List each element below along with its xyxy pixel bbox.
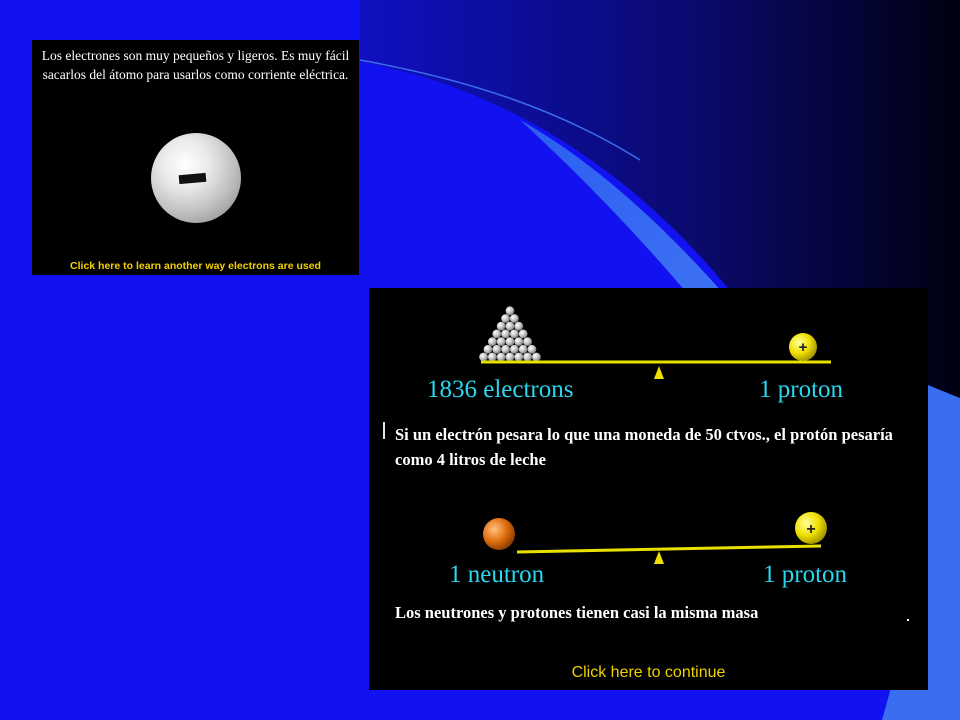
electron-sphere-icon (514, 337, 523, 346)
electron-ball-icon (151, 133, 241, 223)
electron-sphere-icon (510, 345, 519, 354)
electron-sphere-icon (497, 322, 506, 331)
minus-sign-icon (179, 173, 207, 184)
electron-comparison-text: Si un electrón pesara lo que una moneda de 50 ctvos., el protón pesaría como 4 litros de leche (395, 425, 893, 469)
electron-sphere-icon (501, 330, 510, 339)
scale-diagram (369, 288, 928, 690)
electron-sphere-icon (479, 353, 488, 362)
electron-sphere-icon (523, 337, 532, 346)
electron-sphere-icon (492, 330, 501, 339)
electron-sphere-icon (523, 353, 532, 362)
electron-sphere-icon (532, 353, 541, 362)
electron-sphere-icon (484, 345, 493, 354)
neutron-ball-icon (483, 518, 515, 550)
fulcrum-icon (654, 551, 664, 564)
text-cursor-mark (383, 422, 385, 439)
electron-sphere-icon (519, 345, 528, 354)
fulcrum-icon (654, 366, 664, 379)
learn-more-link[interactable]: Click here to learn another way electrons are used (70, 260, 321, 272)
electron-panel (32, 40, 359, 275)
electron-sphere-icon (506, 306, 515, 315)
electron-sphere-icon (514, 322, 523, 331)
proton-plus-sign: + (798, 339, 808, 356)
bottom-beam (517, 546, 821, 552)
electrons-label: 1836 electrons (427, 376, 574, 403)
electron-sphere-icon (506, 353, 515, 362)
electron-sphere-icon (497, 353, 506, 362)
electron-sphere-icon (501, 314, 510, 323)
mass-comparison-panel (369, 288, 928, 690)
electron-sphere-icon (528, 345, 537, 354)
stray-dot (907, 619, 909, 621)
proton-plus-sign: + (806, 521, 816, 538)
electron-sphere-icon (501, 345, 510, 354)
electron-description: Los electrones son muy pequeños y ligeros. Es muy fácil sacarlos del átomo para usarlos como corriente eléctrica. (41, 48, 350, 82)
electron-sphere-icon (497, 337, 506, 346)
proton-label-top: 1 proton (759, 376, 844, 403)
electron-sphere-icon (514, 353, 523, 362)
electron-sphere-icon (510, 330, 519, 339)
proton-label-bottom: 1 proton (763, 561, 848, 588)
neutron-comparison-text: Los neutrones y protones tienen casi la misma masa (395, 603, 759, 622)
continue-link[interactable]: Click here to continue (571, 664, 726, 681)
electron-sphere-icon (519, 330, 528, 339)
electron-sphere-icon (506, 322, 515, 331)
electron-pile-icon (479, 306, 541, 361)
electron-sphere-icon (488, 353, 497, 362)
electron-sphere-icon (492, 345, 501, 354)
electron-sphere-icon (510, 314, 519, 323)
electron-sphere-icon (506, 337, 515, 346)
neutron-label: 1 neutron (449, 561, 545, 588)
electron-sphere-icon (488, 337, 497, 346)
